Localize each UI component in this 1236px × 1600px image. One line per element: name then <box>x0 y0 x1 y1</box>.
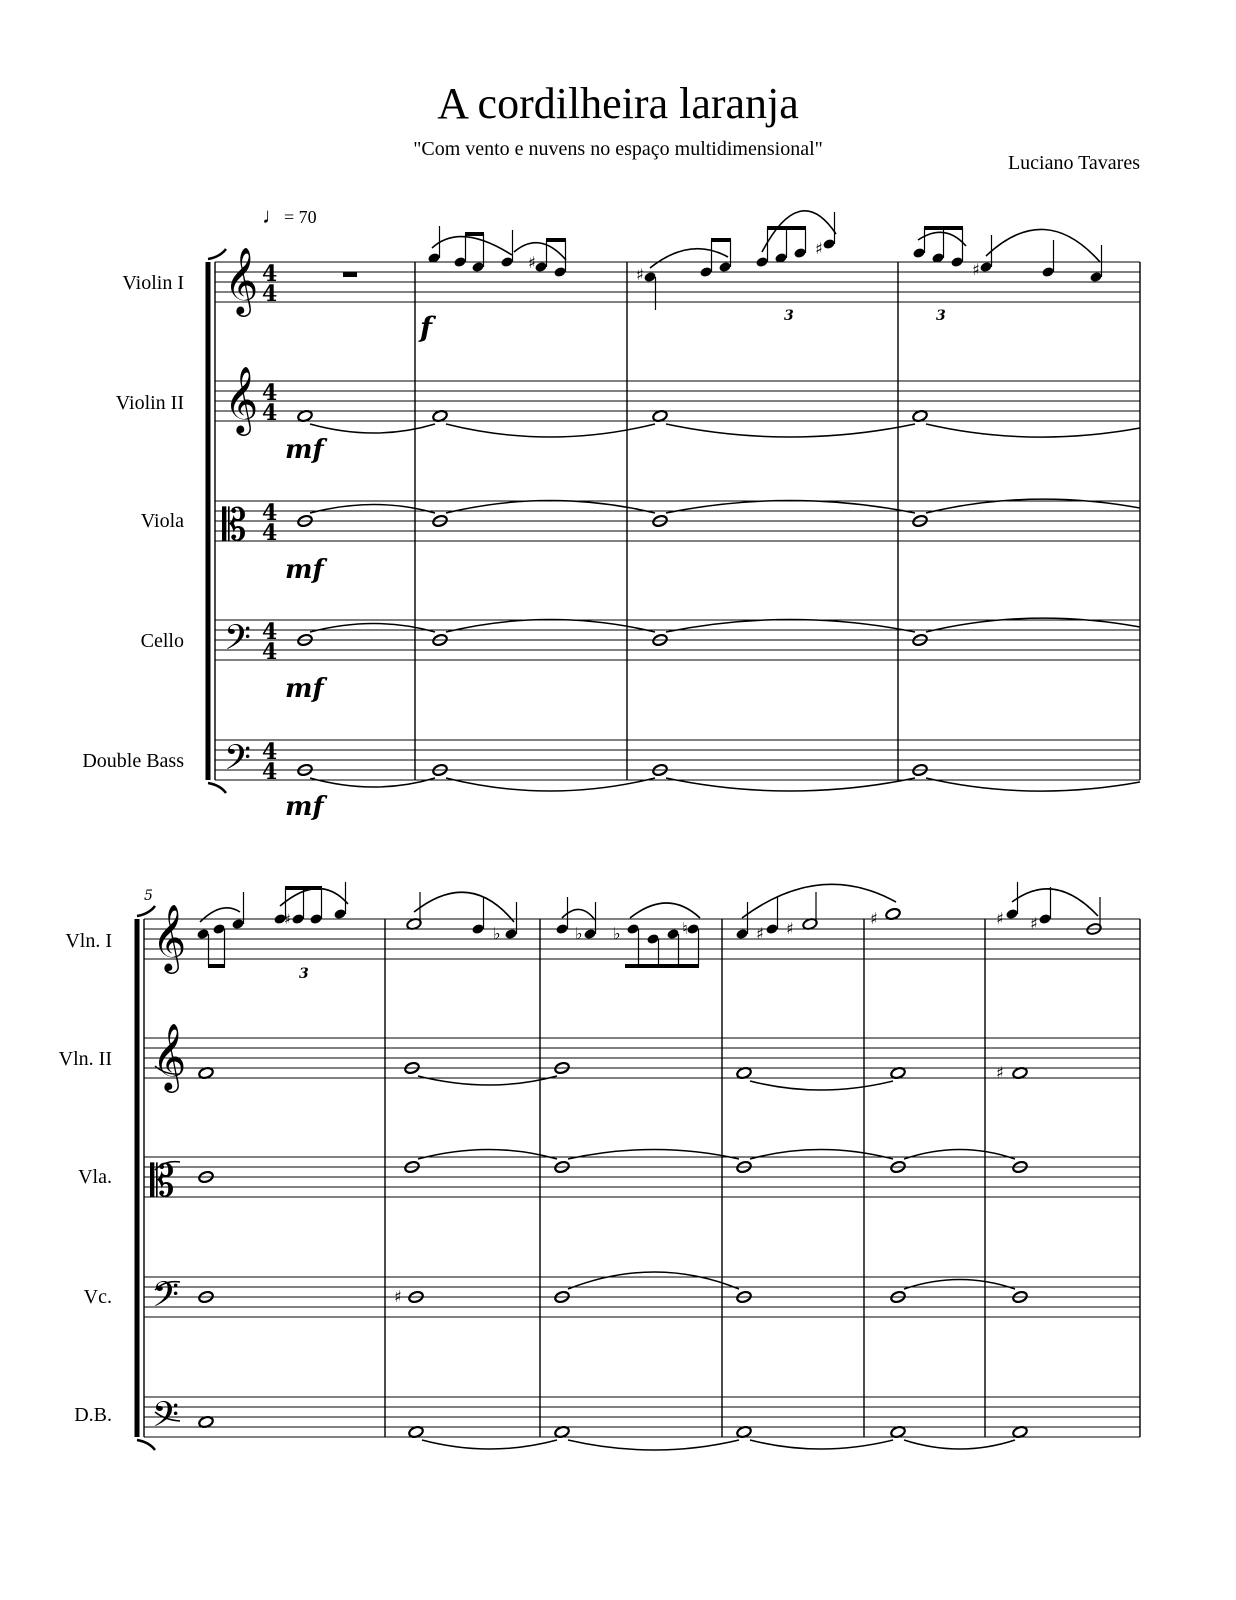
composer-name: Luciano Tavares <box>1007 152 1140 174</box>
bass-clef-icon: 𝄢 <box>152 1394 180 1443</box>
instrument-label-vla: Vla. <box>78 1166 112 1188</box>
bass-clef-icon: 𝄢 <box>224 737 252 786</box>
instrument-label-violin-2: Violin II <box>115 392 184 414</box>
instrument-label-viola: Viola <box>140 510 184 532</box>
violin-1-system-2 <box>196 882 1102 982</box>
quarter-note-icon: ♩ <box>262 203 284 228</box>
svg-text:4: 4 <box>262 759 278 785</box>
staff-lines-system-1 <box>215 262 1140 780</box>
cello-sustained <box>285 618 1140 704</box>
svg-text:♯: ♯ <box>815 239 823 258</box>
instrument-label-db: D.B. <box>74 1404 112 1426</box>
svg-text:4: 4 <box>262 281 278 307</box>
triplet-label: 3 <box>936 308 946 324</box>
time-signatures <box>262 261 277 785</box>
svg-text:♭: ♭ <box>613 924 621 943</box>
svg-text:♮: ♮ <box>682 919 688 938</box>
score-subtitle: "Com vento e nuvens no espaço multidimensional" <box>413 138 823 160</box>
treble-clef-icon: 𝄞 <box>152 903 187 971</box>
svg-text:♯: ♯ <box>284 912 291 928</box>
svg-text:♯: ♯ <box>996 1063 1004 1082</box>
treble-clef-icon: 𝄞 <box>224 365 259 433</box>
dynamic-forte: f <box>420 311 433 344</box>
measure-number: 5 <box>144 888 153 904</box>
svg-text:4: 4 <box>262 619 278 645</box>
svg-text:♯: ♯ <box>636 265 644 284</box>
staff-lines-system-2 <box>144 919 1140 1437</box>
svg-text:♯: ♯ <box>870 909 878 928</box>
dynamic-mezzo-forte: mf <box>285 555 324 585</box>
bass-clef-icon: 𝄢 <box>152 1274 180 1323</box>
svg-text:♭: ♭ <box>493 924 501 943</box>
svg-text:4: 4 <box>262 500 278 526</box>
svg-text:♯: ♯ <box>972 260 980 279</box>
triplet-label: 3 <box>299 966 309 982</box>
svg-text:♯: ♯ <box>1030 914 1038 933</box>
whole-rest <box>343 272 357 277</box>
triplet-label: 3 <box>784 308 794 324</box>
treble-clef-icon: 𝄞 <box>152 1022 187 1090</box>
svg-text:♯: ♯ <box>786 919 794 938</box>
violin-2-sustained <box>285 409 1140 465</box>
instrument-label-cello: Cello <box>140 630 184 652</box>
dynamic-mezzo-forte: mf <box>285 435 324 465</box>
viola-sustained <box>285 499 1140 585</box>
violin-1-measure-3 <box>636 211 836 324</box>
svg-text:4: 4 <box>262 739 278 765</box>
svg-text:♯: ♯ <box>528 253 536 272</box>
bass-clef-icon: 𝄢 <box>224 617 252 666</box>
instrument-label-vln-1: Vln. I <box>65 930 112 952</box>
tempo-value: = 70 <box>284 207 317 227</box>
treble-clef-icon: 𝄞 <box>224 246 259 314</box>
double-bass-sustained <box>285 763 1140 822</box>
dynamic-mezzo-forte: mf <box>285 674 324 704</box>
svg-text:4: 4 <box>262 639 278 665</box>
system-1 <box>208 211 1140 822</box>
svg-text:♯: ♯ <box>756 924 764 943</box>
violin-1-measure-2 <box>418 226 567 344</box>
svg-text:4: 4 <box>262 400 278 426</box>
svg-text:♭: ♭ <box>575 924 583 943</box>
alto-clef-icon: 𝄡 <box>222 500 247 551</box>
instrument-label-vln-2: Vln. II <box>58 1048 112 1070</box>
svg-text:♯: ♯ <box>394 1287 402 1306</box>
dynamic-mezzo-forte: mf <box>285 792 324 822</box>
system-2 <box>137 882 1140 1450</box>
instrument-label-violin-1: Violin I <box>122 272 184 294</box>
instrument-label-vc: Vc. <box>83 1286 112 1308</box>
violin-2-system-2 <box>155 1061 1028 1090</box>
svg-text:♯: ♯ <box>996 909 1004 928</box>
alto-clef-icon: 𝄡 <box>150 1156 175 1207</box>
score-title: A cordilheira laranja <box>437 79 799 128</box>
svg-text:4: 4 <box>262 520 278 546</box>
instrument-label-double-bass: Double Bass <box>82 750 184 772</box>
double-bass-system-2 <box>155 1412 1028 1450</box>
violin-1-measure-4 <box>912 226 1103 324</box>
svg-text:4: 4 <box>262 261 278 287</box>
svg-text:4: 4 <box>262 380 278 406</box>
